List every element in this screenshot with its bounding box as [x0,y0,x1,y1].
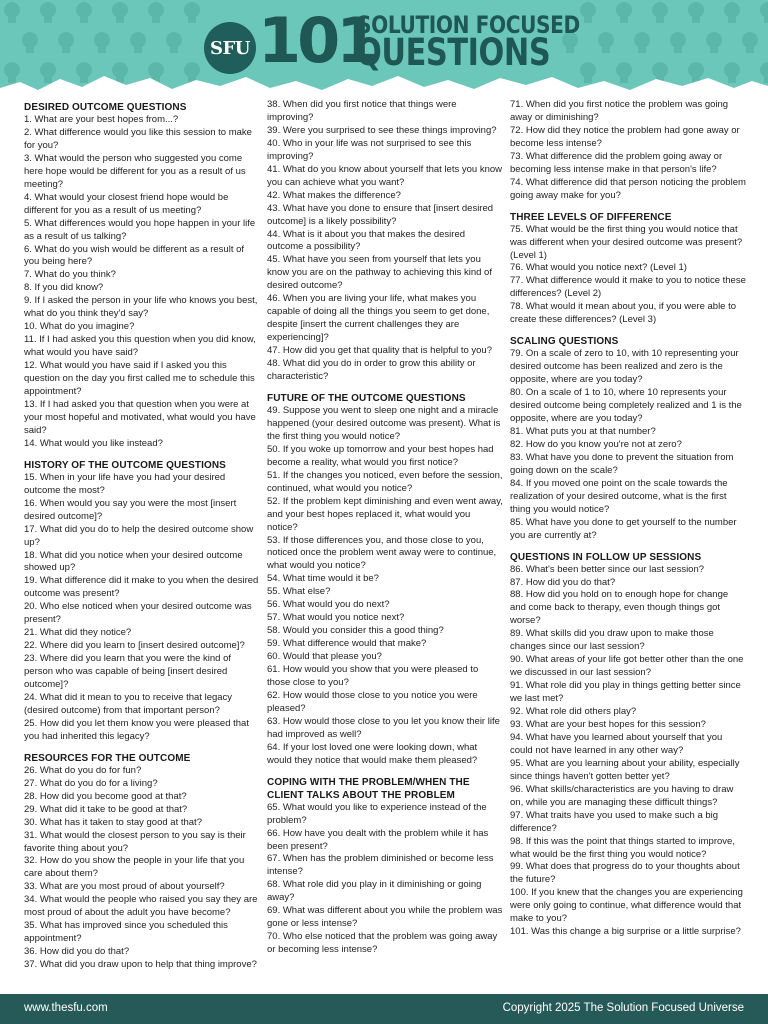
copyright-text: Copyright 2025 The Solution Focused Universe [502,1002,744,1014]
question-item: 2. What difference would you like this session to make for you? [24,126,252,151]
question-item: 21. What did they notice? [24,627,132,639]
question-item: 28. How did you become good at that? [24,790,187,802]
question-item: 24. What did it mean to you to receive that legacy (desired outcome) from that important person? [24,691,233,716]
question-item: 96. What skills/characteristics are you having to draw on, while you are managing these difficult things? [510,783,734,808]
lightbulb-icon [742,32,758,53]
question-item: 29. What did it take to be good at that? [24,803,188,815]
question-item: 42. What makes the difference? [267,189,401,201]
lightbulb-icon [634,32,650,53]
question-item: 20. Who else noticed when your desired outcome was present? [24,601,252,626]
question-item: 56. What would you do next? [267,599,390,611]
question-item: 8. If you did know? [24,282,104,294]
question-item: 100. If you knew that the changes you are experiencing were only going to continue, what difference would that make to you? [510,887,743,925]
question-item: 19. What difference did it make to you when the desired outcome was present? [24,575,259,600]
question-item: 49. Suppose you went to sleep one night and a miracle happened (your desired outcome was present). What is the first thing you would notice? [267,404,501,442]
lightbulb-icon [166,32,182,53]
question-item: 98. If this was the point that things started to improve, what would be the first thing you would notice? [510,835,735,860]
question-item: 3. What would the person who suggested you come here hope would be different for you as a result of us meeting? [24,152,246,190]
question-item: 5. What differences would you hope happen in your life as a result of us talking? [24,217,256,242]
question-item: 26. What do you do for fun? [24,764,142,776]
question-item: 40. Who in your life was not surprised to see this improving? [267,137,472,162]
lightbulb-icon [760,2,768,23]
question-item: 12. What would you have said if I asked you this question on the day you first called me to schedule this appointment? [24,360,255,398]
question-item: 52. If the problem kept diminishing and even went away, and your best hopes replaced it, what would you notice? [267,495,503,533]
section-heading: RESOURCES FOR THE OUTCOME [24,752,191,764]
question-item: 80. On a scale of 1 to 10, where 10 represents your desired outcome being completely realized and 1 is the opposite, where are you today? [510,387,742,425]
question-item: 87. How did you do that? [510,576,616,588]
question-item: 15. When in your life have you had your desired outcome the most? [24,471,226,496]
question-item: 27. What do you do for a living? [24,777,158,789]
question-item: 38. When did you first notice that things were improving? [267,99,457,123]
question-item: 13. If I had asked you that question when you were at your most hopeful and motivated, what would you have said? [24,398,256,436]
question-item: 77. What difference would it make to you to notice these differences? (Level 2) [510,275,746,300]
lightbulb-icon [706,32,722,53]
question-item: 4. What would your closest friend hope would be different for you as a result of us meeting? [24,191,229,216]
question-item: 69. What was different about you while the problem was gone or less intense? [267,905,503,930]
question-item: 39. Were you surprised to see these things improving? [267,124,497,136]
question-item: 16. When would you say you were the most [insert desired outcome]? [24,497,237,522]
question-item: 97. What traits have you used to make such a big difference? [510,809,719,834]
lightbulb-icon [652,2,668,23]
question-item: 88. How did you hold on to enough hope for change and come back to therapy, even though things got worse? [510,589,729,627]
question-item: 85. What have you done to get yourself to the number you are currently at? [510,516,737,541]
column-3 [510,99,746,939]
lightbulb-icon [148,2,164,23]
question-item: 41. What do you know about yourself that lets you know you can achieve what you want? [267,163,502,188]
question-item: 32. How do you show the people in your life that you care about them? [24,855,245,880]
question-item: 10. What do you imagine? [24,321,135,333]
title-line-1: SOLUTION FOCUSED [357,11,580,39]
question-item: 57. What would you notice next? [267,612,405,624]
question-item: 73. What difference did the problem going away or becoming less intense make in that person's life? [510,150,723,175]
title-number: 101 [258,4,376,77]
question-item: 53. If those differences you, and those close to you, noticed once the problem went away were to continue, what would you notice? [267,534,497,572]
lightbulb-icon [4,2,20,23]
question-item: 78. What would it mean about you, if you were able to create these differences? (Level 3) [510,301,737,326]
lightbulb-icon [598,32,614,53]
question-item: 51. If the changes you noticed, even before the session, continued, what would you notice? [267,469,503,494]
question-item: 23. Where did you learn that you were the kind of person who was capable of being [insert desired outcome]? [24,653,232,691]
question-item: 1. What are your best hopes from...? [24,114,179,125]
question-item: 59. What difference would that make? [267,638,427,650]
question-item: 9. If I asked the person in your life who knows you best, what do you think they'd say? [24,295,258,320]
section-heading: DESIRED OUTCOME QUESTIONS [24,102,187,113]
question-item: 68. What role did you play in it diminishing or going away? [267,879,482,904]
lightbulb-icon [94,32,110,53]
section-heading: HISTORY OF THE OUTCOME QUESTIONS [24,459,226,471]
section-heading: COPING WITH THE PROBLEM/WHEN THE CLIENT TALKS ABOUT THE PROBLEM [267,776,470,801]
question-item: 65. What would you like to experience instead of the problem? [267,801,487,826]
question-item: 47. How did you get that quality that is helpful to you? [267,345,492,357]
question-item: 86. What's been better since our last session? [510,563,705,575]
question-item: 46. When you are living your life, what makes you capable of doing all the things you seem to get done, despite [insert the current challenges they are experiencing]? [267,293,490,344]
question-item: 61. How would you show that you were pleased to those close to you? [267,664,479,688]
header-banner [0,0,768,100]
question-item: 64. If your lost loved one were looking down, what would they notice that would make them pleased? [267,741,478,766]
question-item: 11. If I had asked you this question when you did know, what would you have said? [24,334,256,359]
question-item: 95. What are you learning about your ability, especially since things haven't gotten better yet? [510,757,740,782]
question-item: 14. What would you like instead? [24,437,163,449]
question-item: 81. What puts you at that number? [510,425,656,437]
question-item: 93. What are your best hopes for this session? [510,718,706,730]
question-item: 55. What else? [267,586,331,598]
section-heading: FUTURE OF THE OUTCOME QUESTIONS [267,392,466,404]
question-item: 58. Would you consider this a good thing? [267,625,444,637]
question-item: 6. What do you wish would be different as a result of you being here? [24,243,245,268]
question-item: 72. How did they notice the problem had gone away or become less intense? [510,124,740,149]
sfu-logo: SFU [204,22,256,74]
question-item: 44. What is it about you that makes the desired outcome a possibility? [267,228,466,253]
question-item: 94. What have you learned about yourself that you could not have learned in any other way? [510,731,723,756]
question-item: 75. What would be the first thing you would notice that was different when your desired outcome was present? (Level 1) [510,223,743,261]
lightbulb-icon [112,2,128,23]
question-item: 82. How do you know you're not at zero? [510,438,682,450]
question-item: 70. Who else noticed that the problem was going away or becoming less intense? [267,931,498,956]
column-2 [267,99,503,957]
question-item: 25. How did you let them know you were pleased that you had inherited this legacy? [24,717,249,742]
question-item: 101. Was this change a big surprise or a little surprise? [510,926,741,938]
lightbulb-icon [40,2,56,23]
lightbulb-icon [76,2,92,23]
question-item: 36. How did you do that? [24,946,130,958]
lightbulb-icon [58,32,74,53]
question-item: 83. What have you done to prevent the situation from going down on the scale? [510,451,734,476]
question-item: 7. What do you think? [24,269,116,281]
question-item: 30. What has it taken to stay good at that? [24,816,202,828]
question-item: 34. What would the people who raised you say they are most proud of about the adult you have become? [24,894,258,919]
footer-bar [0,994,768,1024]
question-item: 50. If you woke up tomorrow and your best hopes had become a reality, what would you first notice? [267,443,494,468]
question-item: 67. When has the problem diminished or become less intense? [267,853,494,878]
lightbulb-icon [616,2,632,23]
question-item: 91. What role did you play in things getting better since we last met? [510,680,741,705]
section-heading: SCALING QUESTIONS [510,336,619,348]
question-item: 66. How have you dealt with the problem while it has been present? [267,827,489,852]
question-item: 74. What difference did that person noticing the problem going away make for you? [510,176,746,201]
question-item: 45. What have you seen from yourself that lets you know you are on the pathway to achieving this kind of desired outcome? [267,254,492,292]
question-item: 37. What did you draw upon to help that thing improve? [24,959,257,971]
question-item: 79. On a scale of zero to 10, with 10 representing your desired outcome has been realized and zero is the opposite, where are you today? [510,348,739,386]
lightbulb-icon [580,2,596,23]
question-item: 18. What did you notice when your desired outcome showed up? [24,549,243,574]
question-item: 48. What did you do in order to grow this ability or characteristic? [267,358,476,383]
lightbulb-icon [184,2,200,23]
question-item: 90. What areas of your life got better other than the one we discussed in our last session? [510,654,744,679]
question-item: 22. Where did you learn to [insert desired outcome]? [24,640,245,652]
question-item: 76. What would you notice next? (Level 1) [510,262,687,274]
section-heading: QUESTIONS IN FOLLOW UP SESSIONS [510,551,702,563]
question-item: 33. What are you most proud of about yourself? [24,881,225,893]
column-1 [24,101,260,972]
question-item: 99. What does that progress do to your thoughts about the future? [510,861,740,886]
question-item: 89. What skills did you draw upon to make those changes since our last session? [510,628,714,653]
lightbulb-icon [130,32,146,53]
question-item: 35. What has improved since you scheduled this appointment? [24,920,228,945]
torn-paper-edge [0,70,768,100]
title-line-2: QUESTIONS [356,31,551,74]
question-item: 54. What time would it be? [267,573,379,585]
question-item: 92. What role did others play? [510,706,637,718]
lightbulb-icon [724,2,740,23]
question-item: 63. How would those close to you let you know their life had improved as well? [267,715,500,740]
website-link[interactable]: www.thesfu.com [24,1002,108,1014]
lightbulb-icon [22,32,38,53]
question-item: 31. What would the closest person to you say is their favorite thing about you? [24,829,246,854]
question-item: 84. If you moved one point on the scale towards the realization of your desired outcome, what is the first thing you would notice? [510,477,728,515]
question-item: 17. What did you do to help the desired outcome show up? [24,523,254,548]
lightbulb-icon [688,2,704,23]
section-heading: THREE LEVELS OF DIFFERENCE [510,211,672,223]
question-item: 60. Would that please you? [267,651,382,663]
question-item: 71. When did you first notice the problem was going away or diminishing? [510,99,729,123]
lightbulb-icon [670,32,686,53]
question-item: 43. What have you done to ensure that [insert desired outcome] is a likely possibility? [267,202,494,227]
question-item: 62. How would those close to you notice you were pleased? [267,689,478,714]
